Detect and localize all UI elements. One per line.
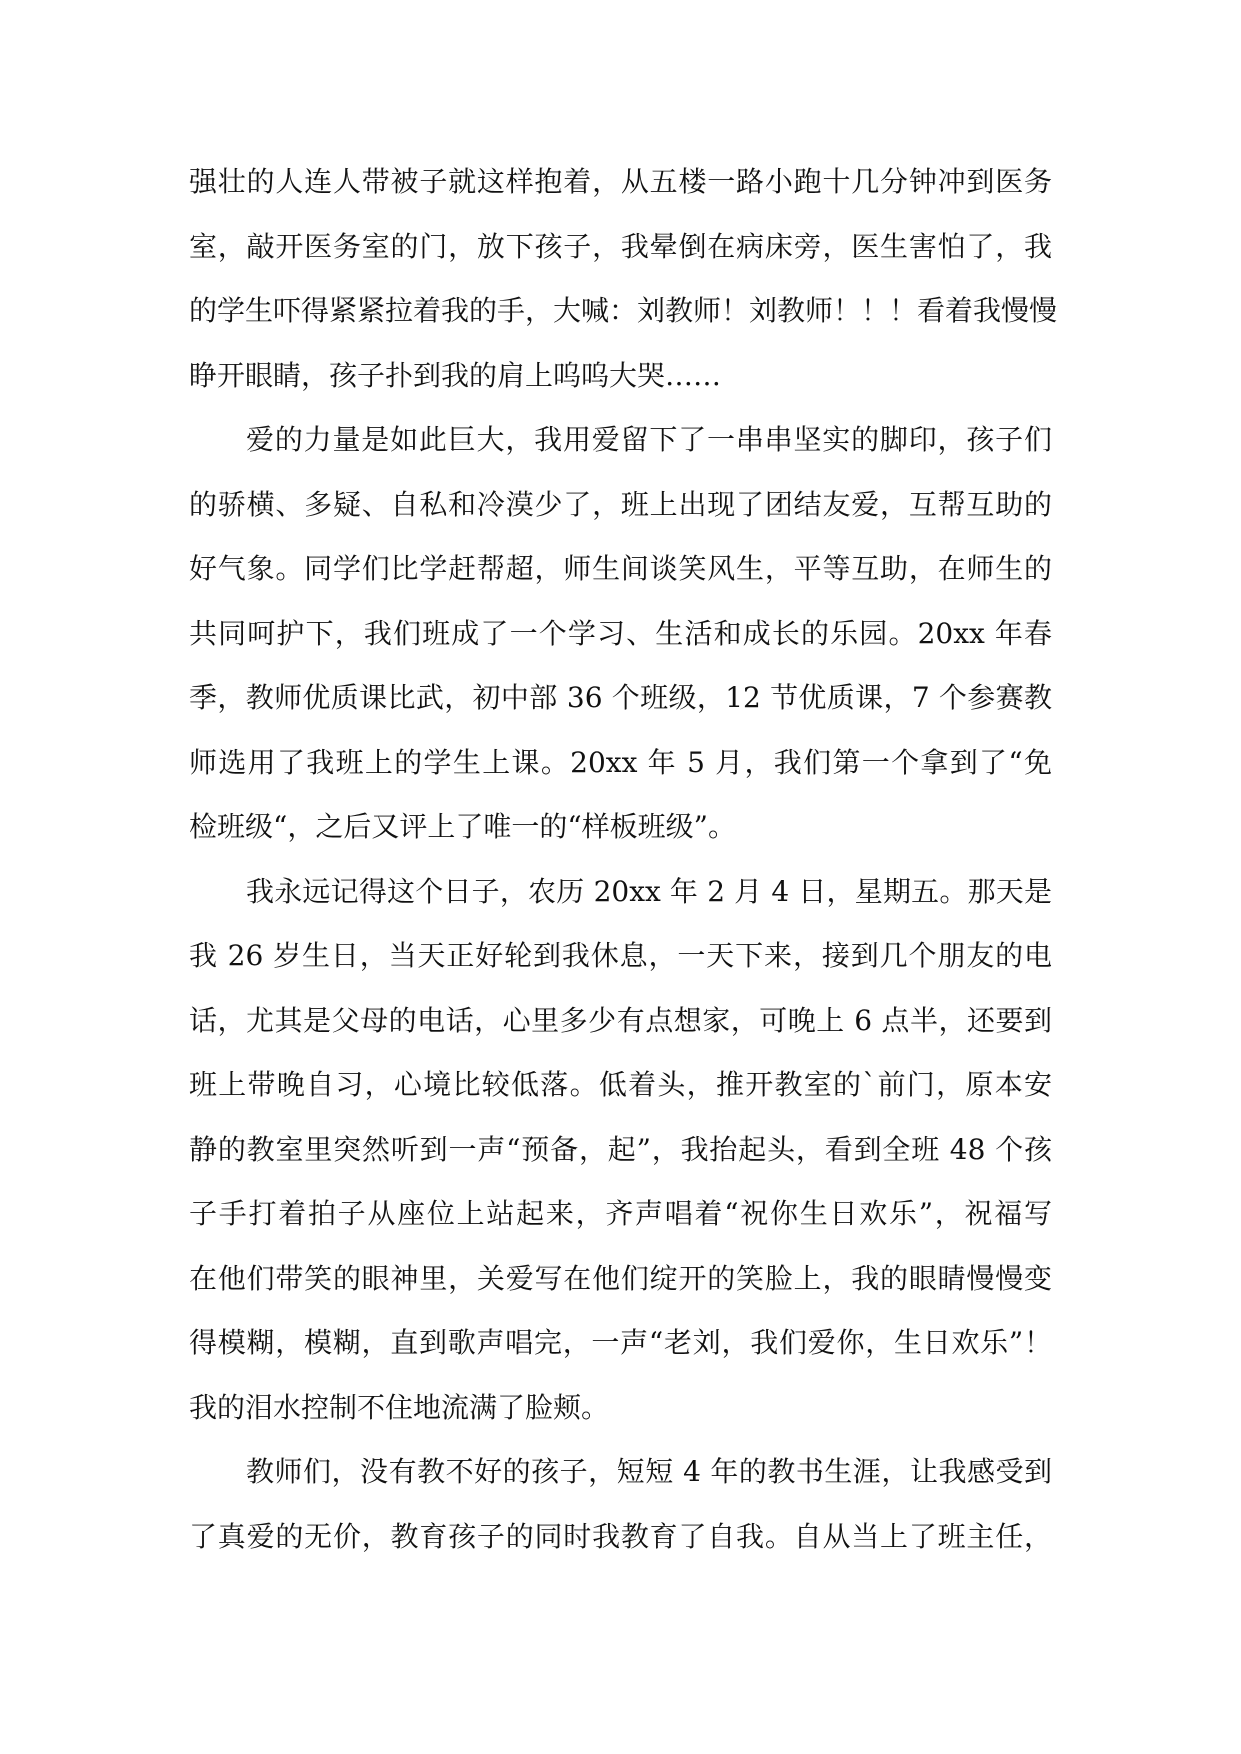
document-body [189,150,1058,1569]
text-line: 室，敲开医务室的门，放下孩子，我晕倒在病床旁，医生害怕了，我 [189,229,1052,263]
text-line: 爱的力量是如此巨大，我用爱留下了一串串坚实的脚印，孩子们 [246,423,1052,456]
text-line: 班上带晚自习，心境比较低落。低着头，推开教室的`前门，原本安 [189,1068,1052,1101]
paragraph-1 [189,150,1058,408]
text-line: 我的泪水控制不住地流满了脸颊。 [189,1390,610,1424]
text-line: 我永远记得这个日子，农历 20xx 年 2 月 4 日，星期五。那天是 [246,874,1052,908]
text-line: 教师们，没有教不好的孩子，短短 4 年的教书生涯，让我感受到 [246,1455,1052,1488]
text-line: 季，教师优质课比武，初中部 36 个班级，12 节优质课，7 个参赛教 [189,681,1052,714]
text-line: 在他们带笑的眼神里，关爱写在他们绽开的笑脸上，我的眼睛慢慢变 [189,1261,1052,1295]
text-line: 师选用了我班上的学生上课。20xx 年 5 月，我们第一个拿到了“免 [189,745,1052,779]
text-line: 了真爱的无价，教育孩子的同时我教育了自我。自从当上了班主任， [189,1519,1052,1553]
paragraph-2 [189,408,1052,860]
paragraph-4 [189,1440,1052,1569]
text-line: 我 26 岁生日，当天正好轮到我休息，一天下来，接到几个朋友的电 [189,939,1052,972]
text-line: 得模糊，模糊，直到歌声唱完，一声“老刘，我们爱你，生日欢乐”！ [189,1326,1052,1359]
text-line: 睁开眼睛，孩子扑到我的肩上呜呜大哭…… [189,358,722,392]
text-line: 强壮的人连人带被子就这样抱着，从五楼一路小跑十几分钟冲到医务 [189,165,1052,198]
text-line: 检班级“，之后又评上了唯一的“样板班级”。 [189,810,736,843]
text-line: 的骄横、多疑、自私和冷漠少了，班上出现了团结友爱，互帮互助的 [189,487,1052,521]
text-line: 的学生吓得紧紧拉着我的手，大喊：刘教师！刘教师！！！看着我慢慢 [189,294,1058,327]
text-line: 好气象。同学们比学赶帮超，师生间谈笑风生，平等互助，在师生的 [189,552,1052,585]
text-line: 子手打着拍子从座位上站起来，齐声唱着“祝你生日欢乐”，祝福写 [189,1197,1052,1230]
paragraph-3 [189,860,1052,1441]
text-line: 共同呵护下，我们班成了一个学习、生活和成长的乐园。20xx 年春 [189,616,1052,650]
text-line: 话，尤其是父母的电话，心里多少有点想家，可晚上 6 点半，还要到 [189,1003,1052,1037]
text-line: 静的教室里突然听到一声“预备，起”，我抬起头，看到全班 48 个孩 [189,1132,1052,1166]
